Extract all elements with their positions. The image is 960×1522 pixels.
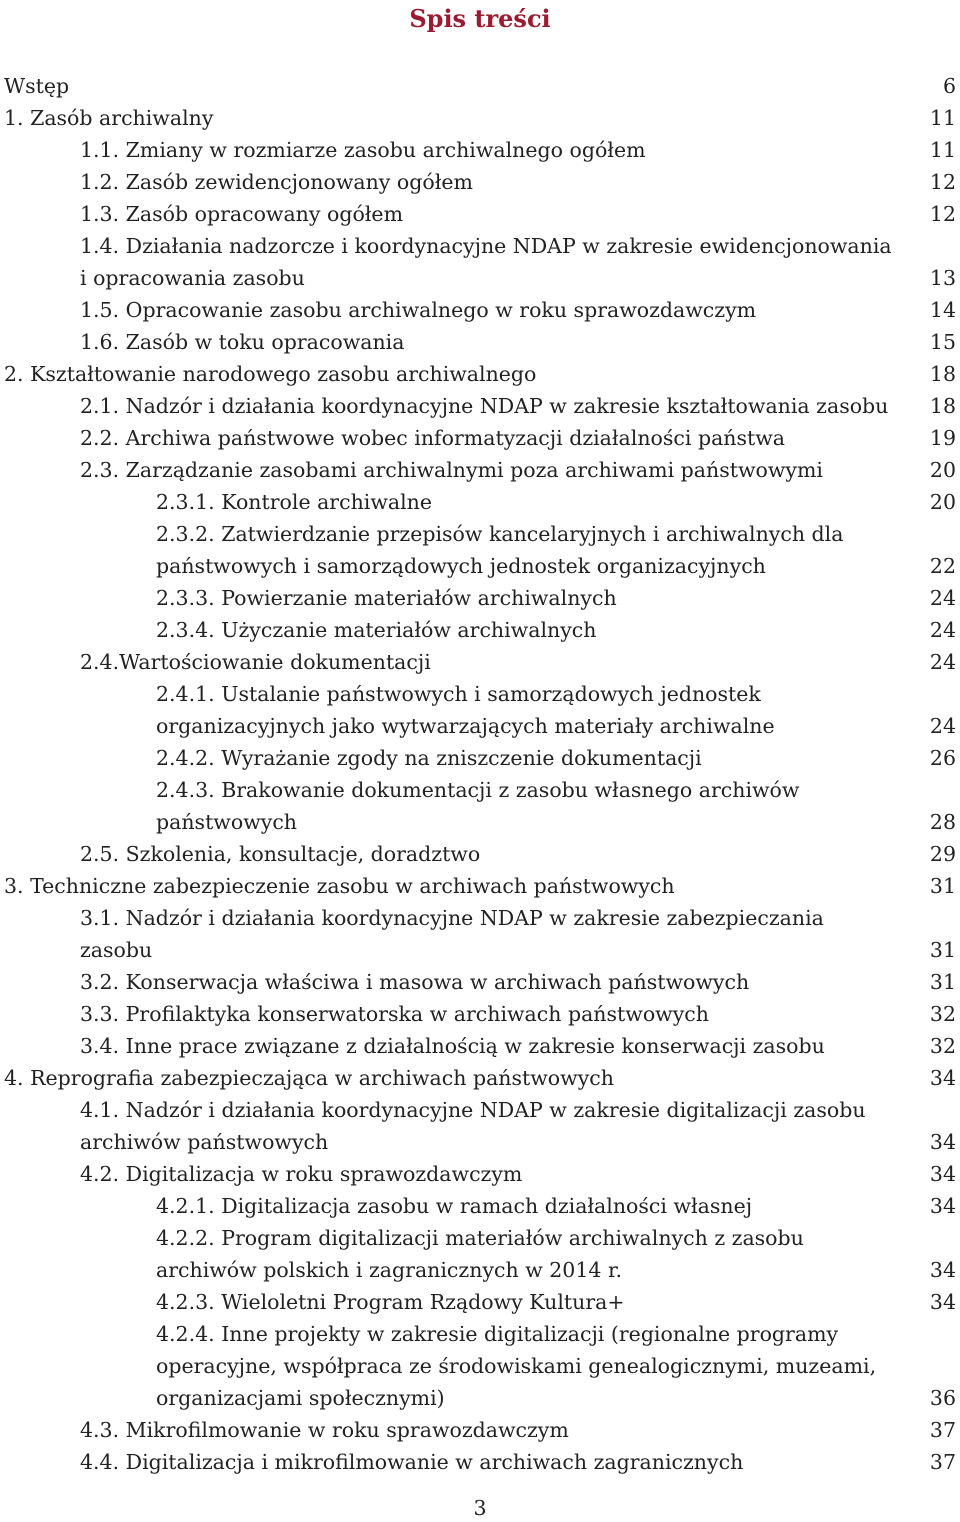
toc-entry[interactable] bbox=[0, 870, 960, 902]
toc-entry-page: 34 bbox=[929, 1290, 956, 1314]
toc-entry-page: 32 bbox=[929, 1002, 956, 1026]
toc-entry[interactable] bbox=[0, 1446, 960, 1478]
toc-entry-text: 2. Kształtowanie narodowego zasobu archiwalnego bbox=[4, 362, 537, 386]
toc-entry-page: 32 bbox=[929, 1034, 956, 1058]
toc-entry[interactable] bbox=[0, 454, 960, 486]
toc-entry-text: 4.3. Mikrofilmowanie w roku sprawozdawczym bbox=[80, 1418, 569, 1442]
toc-entry[interactable] bbox=[0, 1286, 960, 1318]
toc-entry[interactable] bbox=[0, 1414, 960, 1446]
toc-entry-page: 24 bbox=[929, 714, 956, 738]
toc-entry-page: 20 bbox=[929, 458, 956, 482]
toc-entry-page: 14 bbox=[929, 298, 956, 322]
table-of-contents bbox=[0, 70, 960, 1478]
toc-entry[interactable] bbox=[0, 966, 960, 998]
toc-entry-page: 26 bbox=[929, 746, 956, 770]
toc-entry-text: 2.2. Archiwa państwowe wobec informatyzacji działalności państwa bbox=[80, 426, 786, 450]
toc-entry-text: 1.3. Zasób opracowany ogółem bbox=[80, 202, 404, 226]
toc-entry-text: 4.2.4. Inne projekty w zakresie digitalizacji (regionalne programy bbox=[156, 1322, 839, 1346]
toc-entry-page: 34 bbox=[929, 1194, 956, 1218]
toc-entry-text: 2.4.Wartościowanie dokumentacji bbox=[80, 650, 431, 674]
toc-entry-page: 24 bbox=[929, 618, 956, 642]
toc-entry-text: 3.1. Nadzór i działania koordynacyjne NDAP w zakresie zabezpieczania bbox=[80, 906, 824, 930]
toc-entry-page: 24 bbox=[929, 586, 956, 610]
toc-entry-page: 31 bbox=[929, 874, 956, 898]
toc-entry-page: 18 bbox=[929, 362, 956, 386]
toc-entry[interactable] bbox=[0, 422, 960, 454]
toc-entry[interactable] bbox=[0, 582, 960, 614]
toc-entry-text: 3.3. Profilaktyka konserwatorska w archiwach państwowych bbox=[80, 1002, 709, 1026]
toc-entry[interactable] bbox=[0, 390, 960, 422]
toc-entry[interactable] bbox=[0, 838, 960, 870]
toc-entry[interactable] bbox=[0, 358, 960, 390]
toc-entry-text: 4. Reprografia zabezpieczająca w archiwach państwowych bbox=[4, 1066, 614, 1090]
toc-entry-text: 2.4.2. Wyrażanie zgody na zniszczenie dokumentacji bbox=[156, 746, 702, 770]
toc-entry-text: 4.2.3. Wieloletni Program Rządowy Kultura+ bbox=[156, 1290, 625, 1314]
toc-entry-page: 12 bbox=[929, 170, 956, 194]
toc-entry-text: państwowych i samorządowych jednostek organizacyjnych bbox=[156, 554, 766, 578]
toc-entry-page: 34 bbox=[929, 1066, 956, 1090]
toc-entry-page: 11 bbox=[929, 138, 956, 162]
toc-entry-text: 3. Techniczne zabezpieczenie zasobu w archiwach państwowych bbox=[4, 874, 675, 898]
toc-entry-text: 4.1. Nadzór i działania koordynacyjne NDAP w zakresie digitalizacji zasobu bbox=[80, 1098, 866, 1122]
toc-entry-text: organizacyjnych jako wytwarzających materiały archiwalne bbox=[156, 714, 775, 738]
toc-entry-page: 28 bbox=[929, 810, 956, 834]
toc-entry-text: 2.3.1. Kontrole archiwalne bbox=[156, 490, 433, 514]
toc-entry[interactable] bbox=[0, 1190, 960, 1222]
toc-entry-page: 34 bbox=[929, 1162, 956, 1186]
toc-entry-page: 31 bbox=[929, 970, 956, 994]
toc-entry[interactable] bbox=[0, 518, 960, 582]
toc-entry-page: 37 bbox=[929, 1450, 956, 1474]
toc-entry-text: 1.4. Działania nadzorcze i koordynacyjne NDAP w zakresie ewidencjonowania bbox=[80, 234, 892, 258]
toc-entry-text: 1.5. Opracowanie zasobu archiwalnego w roku sprawozdawczym bbox=[80, 298, 757, 322]
toc-entry-text: 2.1. Nadzór i działania koordynacyjne NDAP w zakresie kształtowania zasobu bbox=[80, 394, 889, 418]
toc-entry-text: i opracowania zasobu bbox=[80, 266, 305, 290]
toc-entry-text: organizacjami społecznymi) bbox=[156, 1386, 445, 1410]
page-title: Spis treści bbox=[409, 4, 551, 33]
toc-entry[interactable] bbox=[0, 1222, 960, 1286]
toc-entry-page: 15 bbox=[929, 330, 956, 354]
toc-entry-text: 1.1. Zmiany w rozmiarze zasobu archiwalnego ogółem bbox=[80, 138, 646, 162]
toc-entry-text: archiwów polskich i zagranicznych w 2014 r. bbox=[156, 1258, 623, 1282]
toc-entry-text: 2.4.3. Brakowanie dokumentacji z zasobu własnego archiwów bbox=[156, 778, 800, 802]
toc-entry-text: archiwów państwowych bbox=[80, 1130, 329, 1154]
toc-entry-page: 37 bbox=[929, 1418, 956, 1442]
toc-entry-text: 2.3. Zarządzanie zasobami archiwalnymi poza archiwami państwowymi bbox=[80, 458, 823, 482]
toc-entry-page: 19 bbox=[929, 426, 956, 450]
toc-entry[interactable] bbox=[0, 902, 960, 966]
toc-entry[interactable] bbox=[0, 646, 960, 678]
toc-entry-page: 34 bbox=[929, 1130, 956, 1154]
toc-entry-page: 24 bbox=[929, 650, 956, 674]
toc-entry-text: 2.3.3. Powierzanie materiałów archiwalnych bbox=[156, 586, 617, 610]
toc-entry-page: 34 bbox=[929, 1258, 956, 1282]
toc-entry[interactable] bbox=[0, 294, 960, 326]
page-number: 3 bbox=[473, 1496, 487, 1520]
toc-entry-text: 2.4.1. Ustalanie państwowych i samorządowych jednostek bbox=[156, 682, 761, 706]
toc-entry[interactable] bbox=[0, 1062, 960, 1094]
toc-entry[interactable] bbox=[0, 102, 960, 134]
toc-entry[interactable] bbox=[0, 1318, 960, 1414]
toc-entry-page: 29 bbox=[929, 842, 956, 866]
toc-entry[interactable] bbox=[0, 70, 960, 102]
toc-entry-page: 31 bbox=[929, 938, 956, 962]
toc-entry-text: 1.2. Zasób zewidencjonowany ogółem bbox=[80, 170, 473, 194]
toc-entry-text: 3.2. Konserwacja właściwa i masowa w archiwach państwowych bbox=[80, 970, 750, 994]
toc-entry-text: 3.4. Inne prace związane z działalnością w zakresie konserwacji zasobu bbox=[80, 1034, 825, 1058]
toc-entry-page: 36 bbox=[929, 1386, 956, 1410]
toc-entry[interactable] bbox=[0, 486, 960, 518]
toc-entry[interactable] bbox=[0, 326, 960, 358]
toc-entry[interactable] bbox=[0, 678, 960, 742]
toc-entry-text: państwowych bbox=[156, 810, 298, 834]
toc-entry[interactable] bbox=[0, 1158, 960, 1190]
toc-entry[interactable] bbox=[0, 742, 960, 774]
toc-entry-text: 1.6. Zasób w toku opracowania bbox=[80, 330, 405, 354]
toc-entry-text: 2.3.4. Użyczanie materiałów archiwalnych bbox=[156, 618, 597, 642]
toc-entry-text: zasobu bbox=[80, 938, 153, 962]
toc-entry-page: 18 bbox=[929, 394, 956, 418]
toc-entry-text: 1. Zasób archiwalny bbox=[4, 106, 214, 130]
toc-entry[interactable] bbox=[0, 774, 960, 838]
toc-entry-page: 20 bbox=[929, 490, 956, 514]
toc-entry[interactable] bbox=[0, 1030, 960, 1062]
toc-entry-page: 13 bbox=[929, 266, 956, 290]
toc-entry[interactable] bbox=[0, 166, 960, 198]
toc-entry-text: 2.3.2. Zatwierdzanie przepisów kancelaryjnych i archiwalnych dla bbox=[156, 522, 844, 546]
toc-entry-text: operacyjne, współpraca ze środowiskami genealogicznymi, muzeami, bbox=[156, 1354, 877, 1378]
toc-entry[interactable] bbox=[0, 614, 960, 646]
toc-entry-text: 2.5. Szkolenia, konsultacje, doradztwo bbox=[80, 842, 481, 866]
toc-entry-text: Wstęp bbox=[4, 74, 70, 98]
toc-entry-page: 6 bbox=[942, 74, 956, 98]
toc-entry-page: 12 bbox=[929, 202, 956, 226]
toc-entry-text: 4.2. Digitalizacja w roku sprawozdawczym bbox=[80, 1162, 523, 1186]
toc-entry-text: 4.2.2. Program digitalizacji materiałów archiwalnych z zasobu bbox=[156, 1226, 804, 1250]
toc-entry-text: 4.4. Digitalizacja i mikrofilmowanie w archiwach zagranicznych bbox=[80, 1450, 744, 1474]
toc-entry-text: 4.2.1. Digitalizacja zasobu w ramach działalności własnej bbox=[156, 1194, 753, 1218]
toc-entry[interactable] bbox=[0, 198, 960, 230]
toc-entry[interactable] bbox=[0, 998, 960, 1030]
toc-entry[interactable] bbox=[0, 134, 960, 166]
toc-entry[interactable] bbox=[0, 1094, 960, 1158]
toc-entry[interactable] bbox=[0, 230, 960, 294]
toc-entry-page: 11 bbox=[929, 106, 956, 130]
toc-entry-page: 22 bbox=[929, 554, 956, 578]
